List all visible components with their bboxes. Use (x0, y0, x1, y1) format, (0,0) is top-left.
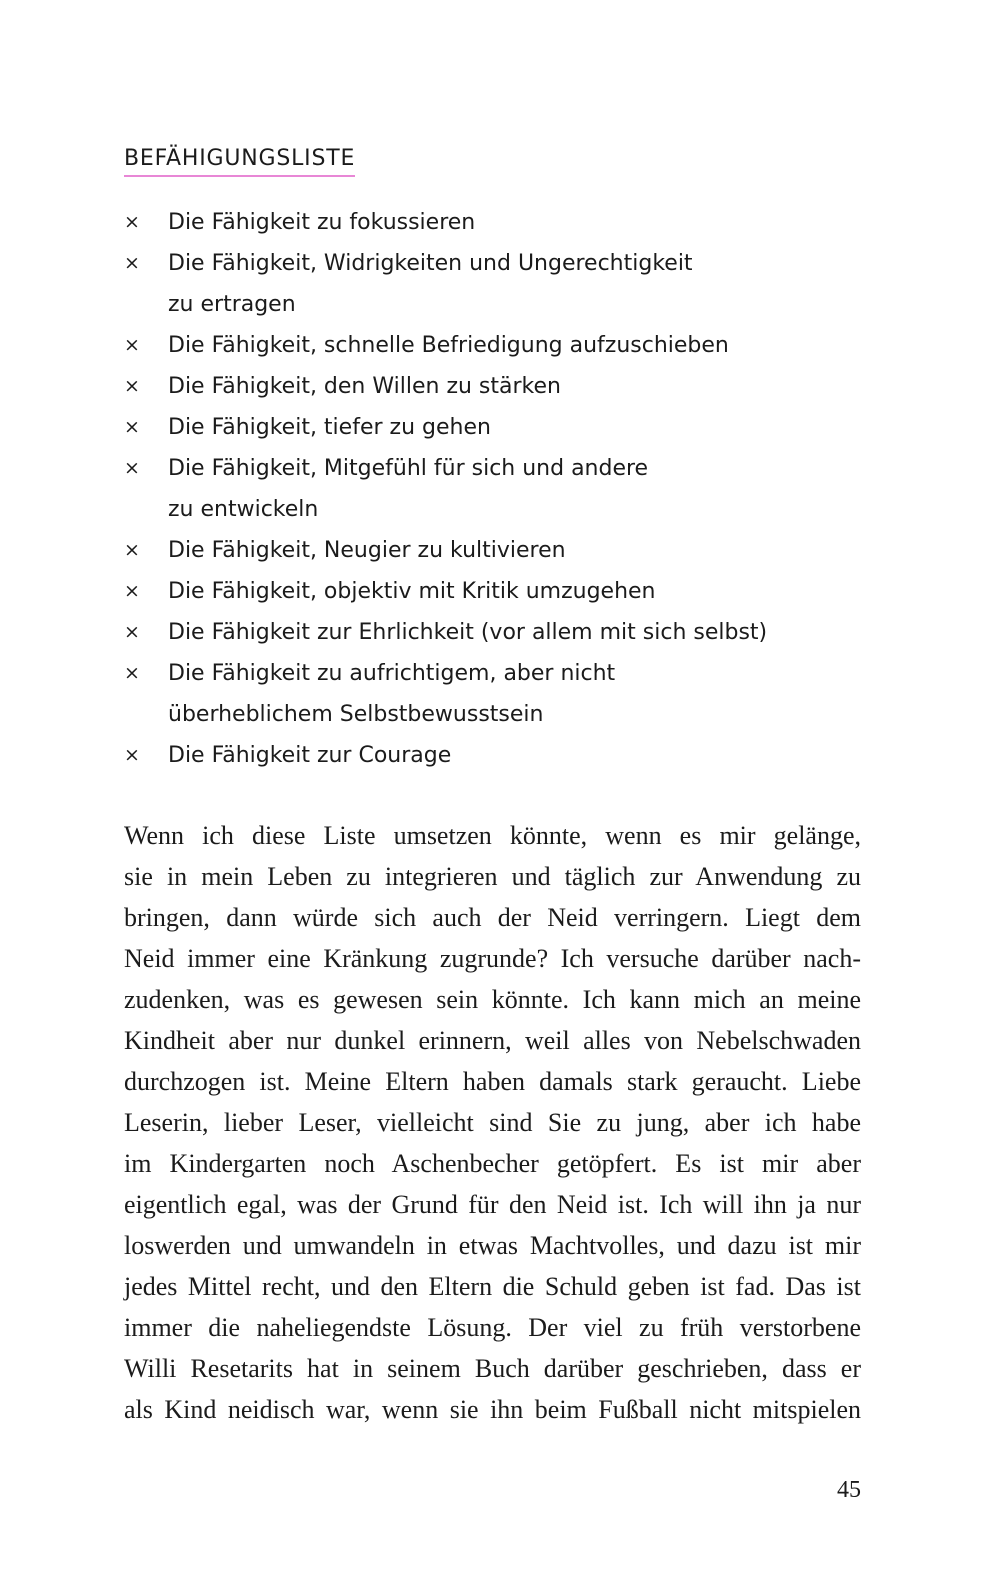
paragraph-line: zudenken, was es gewesen sein könnte. Ich kann mich an meine (124, 985, 861, 1014)
list-item (124, 653, 884, 735)
list-item-text: Die Fähigkeit, tiefer zu gehen (168, 415, 491, 440)
list-item (124, 571, 884, 612)
section-heading: BEFÄHIGUNGSLISTE (124, 144, 355, 177)
paragraph-line: im Kindergarten noch Aschenbecher getöpfert. Es ist mir aber (124, 1149, 861, 1178)
list-item (124, 366, 884, 407)
paragraph-line: sie in mein Leben zu integrieren und täglich zur Anwendung zu (124, 862, 861, 891)
list-item (124, 448, 884, 530)
list-item-text-continued: überheblichem Selbstbewusstsein (168, 702, 544, 727)
ability-list (124, 202, 884, 776)
paragraph-line: Wenn ich diese Liste umsetzen könnte, wenn es mir gelänge, (124, 821, 861, 850)
paragraph-line: Willi Resetarits hat in seinem Buch darüber geschrieben, dass er (124, 1354, 861, 1383)
list-item (124, 735, 884, 776)
list-item-text: Die Fähigkeit zu aufrichtigem, aber nicht (168, 661, 616, 686)
paragraph-line: bringen, dann würde sich auch der Neid verringern. Liegt dem (124, 903, 861, 932)
list-item-text-continued: zu ertragen (168, 292, 296, 317)
paragraph-line: loswerden und umwandeln in etwas Machtvolles, und dazu ist mir (124, 1231, 861, 1260)
list-item-text-continued: zu entwickeln (168, 497, 319, 522)
paragraph-line: jedes Mittel recht, und den Eltern die Schuld geben ist fad. Das ist (124, 1272, 861, 1301)
list-item-text: Die Fähigkeit, schnelle Befriedigung aufzuschieben (168, 333, 729, 358)
list-item-text: Die Fähigkeit, Mitgefühl für sich und andere (168, 456, 649, 481)
bullet-x-icon: × (124, 662, 140, 684)
paragraph-line: Leserin, lieber Leser, vielleicht sind Sie zu jung, aber ich habe (124, 1108, 861, 1137)
list-item-text: Die Fähigkeit zur Courage (168, 743, 452, 768)
list-item-text: Die Fähigkeit zur Ehrlichkeit (vor allem mit sich selbst) (168, 620, 768, 645)
paragraph-line: Neid immer eine Kränkung zugrunde? Ich versuche darüber nach- (124, 944, 861, 973)
list-item (124, 202, 884, 243)
list-item-text: Die Fähigkeit, Neugier zu kultivieren (168, 538, 566, 563)
paragraph-line: als Kind neidisch war, wenn sie ihn beim Fußball nicht mitspielen (124, 1395, 861, 1424)
list-item (124, 325, 884, 366)
paragraph-line: immer die naheliegendste Lösung. Der viel zu früh verstorbene (124, 1313, 861, 1342)
list-item-text: Die Fähigkeit zu fokussieren (168, 210, 476, 235)
paragraph-line: durchzogen ist. Meine Eltern haben damals stark geraucht. Liebe (124, 1067, 861, 1096)
bullet-x-icon: × (124, 252, 140, 274)
list-item (124, 530, 884, 571)
list-item-text: Die Fähigkeit, objektiv mit Kritik umzugehen (168, 579, 656, 604)
bullet-x-icon: × (124, 416, 140, 438)
bullet-x-icon: × (124, 744, 140, 766)
page-number: 45 (837, 1477, 861, 1503)
list-item (124, 612, 884, 653)
list-item-text: Die Fähigkeit, den Willen zu stärken (168, 374, 561, 399)
bullet-x-icon: × (124, 211, 140, 233)
bullet-x-icon: × (124, 375, 140, 397)
bullet-x-icon: × (124, 580, 140, 602)
bullet-x-icon: × (124, 334, 140, 356)
list-item (124, 243, 884, 325)
bullet-x-icon: × (124, 539, 140, 561)
list-item (124, 407, 884, 448)
list-item-text: Die Fähigkeit, Widrigkeiten und Ungerechtigkeit (168, 251, 693, 276)
paragraph-line: Kindheit aber nur dunkel erinnern, weil alles von Nebelschwaden (124, 1026, 861, 1055)
bullet-x-icon: × (124, 457, 140, 479)
bullet-x-icon: × (124, 621, 140, 643)
paragraph-line: eigentlich egal, was der Grund für den Neid ist. Ich will ihn ja nur (124, 1190, 861, 1219)
body-paragraph (124, 815, 861, 1430)
